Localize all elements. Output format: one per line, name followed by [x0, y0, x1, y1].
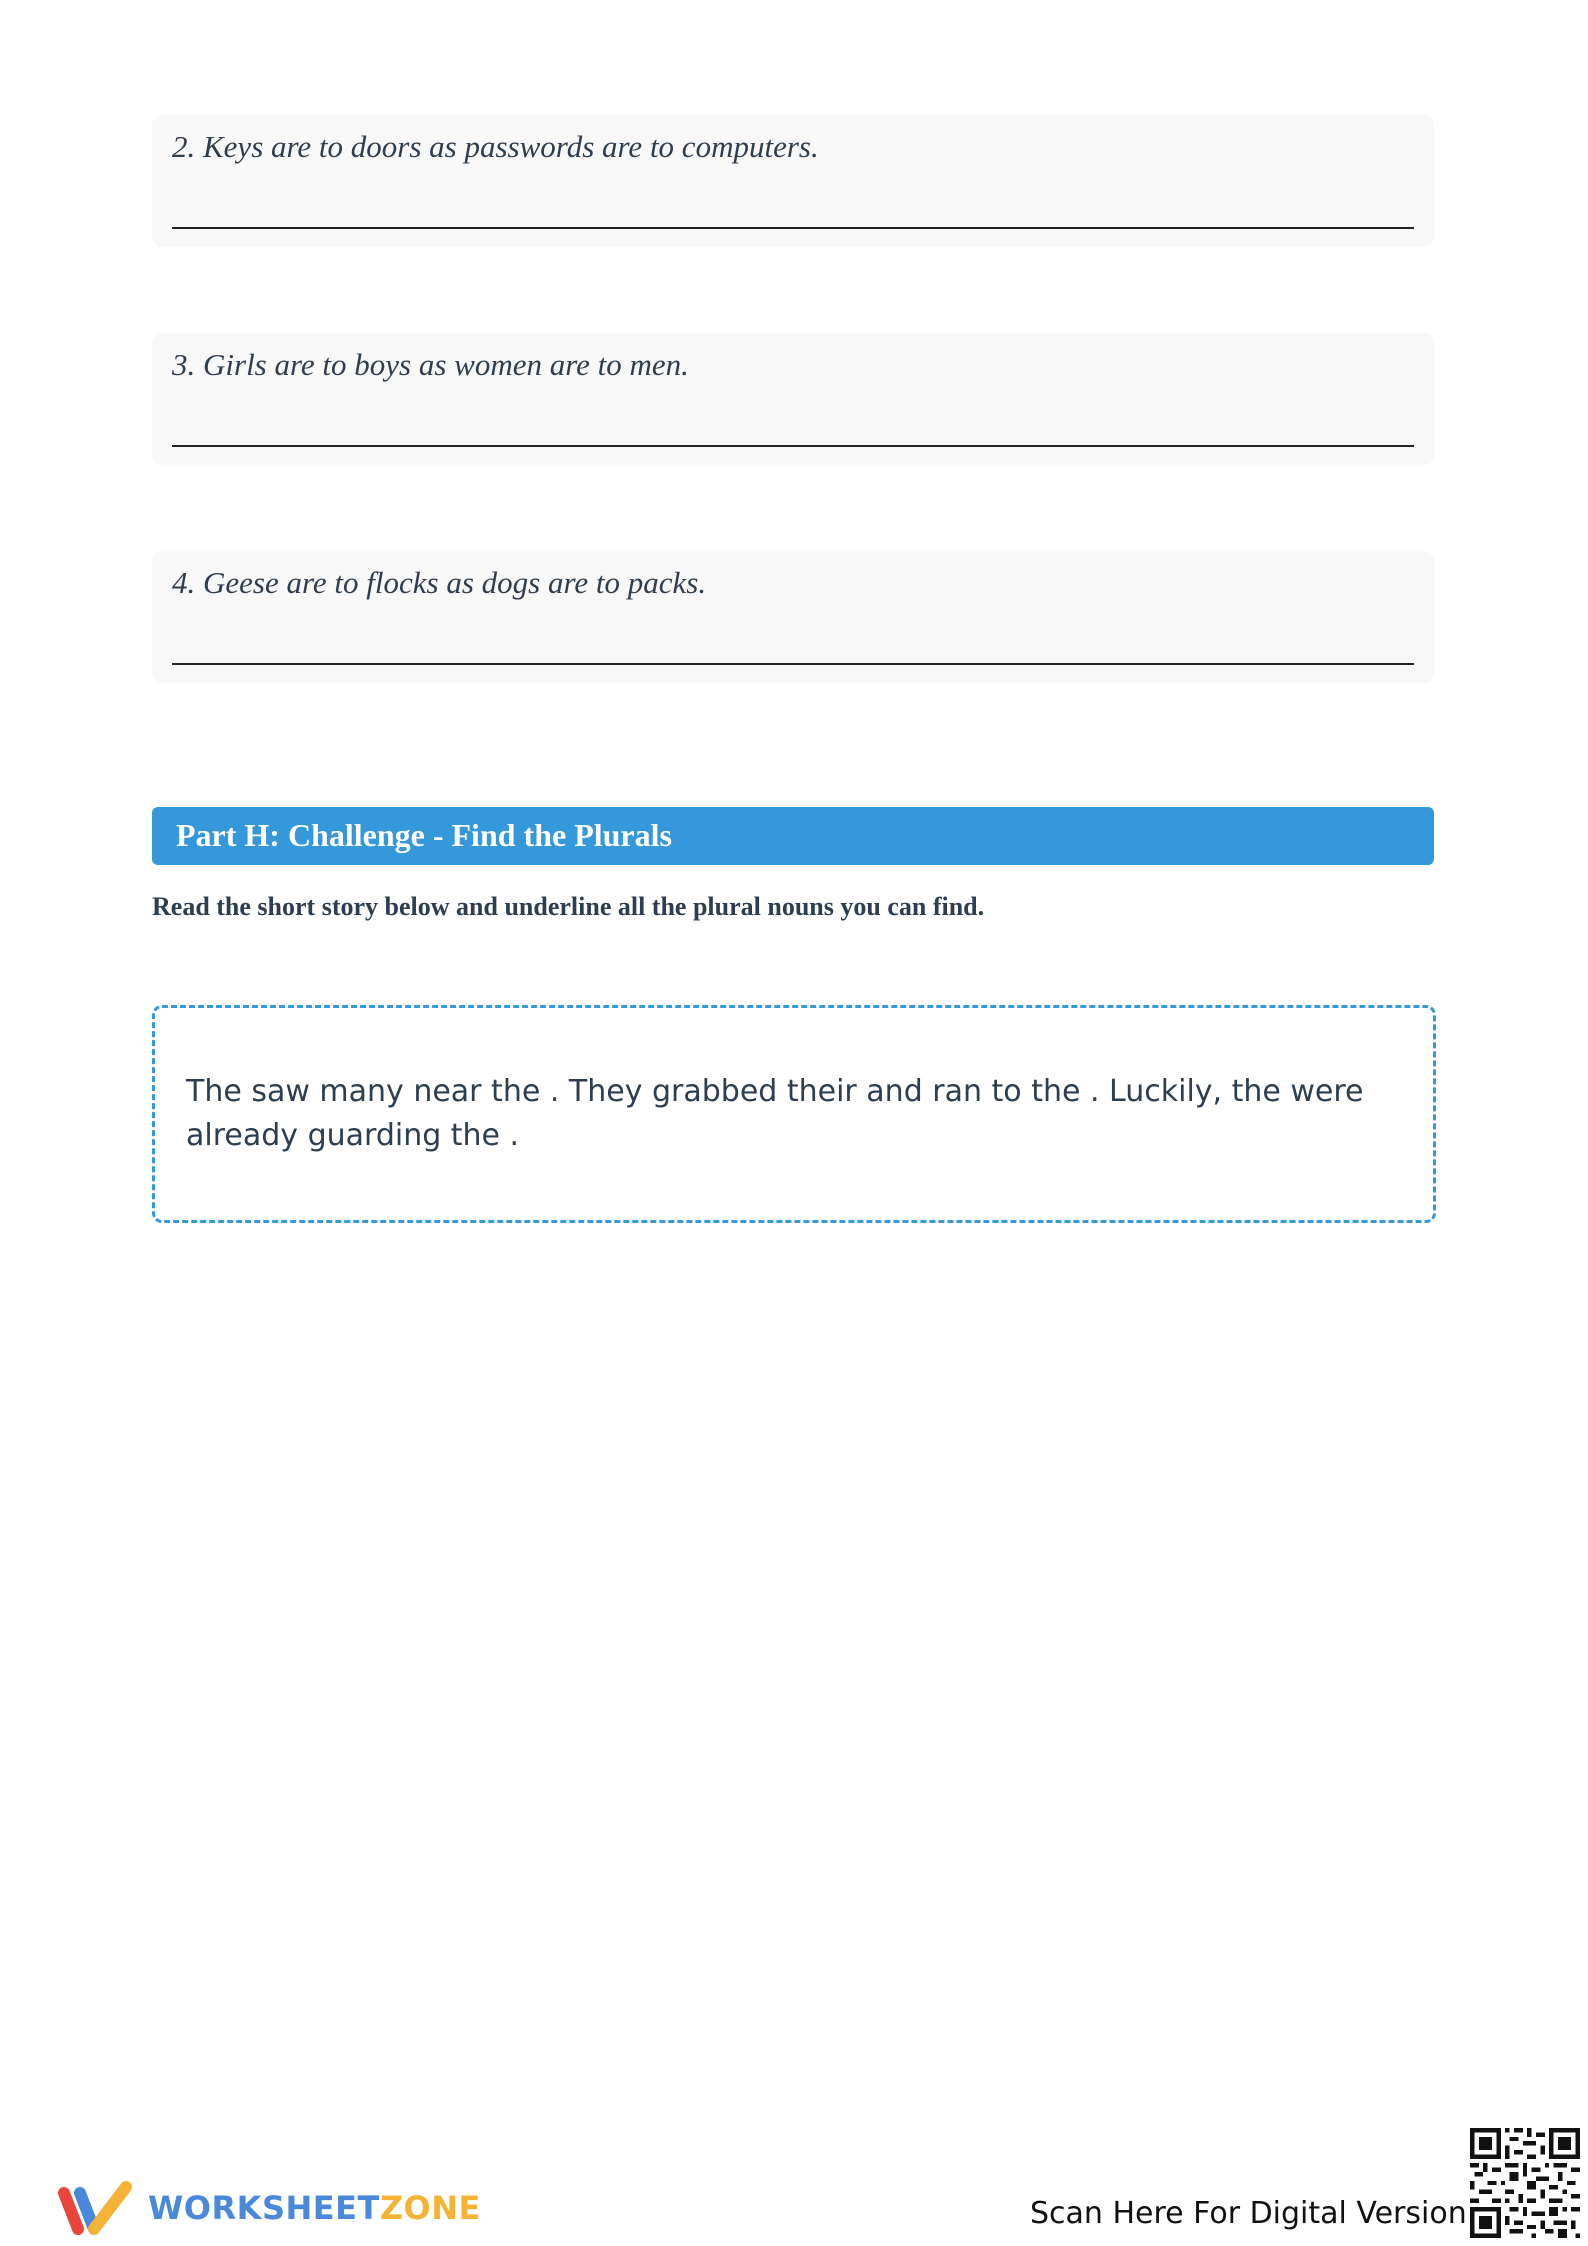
question-box-3 — [152, 333, 1434, 465]
logo-text-worksheet: WORKSHEET — [148, 2189, 380, 2227]
question-text-4: 4. Geese are to flocks as dogs are to packs. — [172, 565, 707, 600]
part-h-header — [152, 807, 1434, 865]
worksheetzone-logo-icon — [58, 2179, 134, 2237]
question-text-3: 3. Girls are to boys as women are to men. — [172, 347, 689, 382]
answer-line-4 — [172, 663, 1414, 665]
part-h-instructions: Read the short story below and underline all the plural nouns you can find. — [152, 892, 985, 921]
question-box-2 — [152, 115, 1434, 247]
question-box-4 — [152, 551, 1434, 683]
story-text: The saw many near the . They grabbed their and ran to the . Luckily, the were already guarding the . — [186, 1074, 1364, 1153]
logo-text — [148, 2189, 481, 2227]
answer-line-2 — [172, 227, 1414, 229]
answer-line-3 — [172, 445, 1414, 447]
question-text-2: 2. Keys are to doors as passwords are to computers. — [172, 129, 819, 164]
logo-text-zone: ZONE — [379, 2189, 481, 2227]
story-box — [152, 1005, 1436, 1223]
scan-text: Scan Here For Digital Version — [1030, 2196, 1467, 2231]
qr-code-icon[interactable] — [1470, 2128, 1580, 2238]
part-h-title: Part H: Challenge - Find the Plurals — [176, 817, 672, 853]
worksheetzone-logo — [58, 2178, 481, 2238]
